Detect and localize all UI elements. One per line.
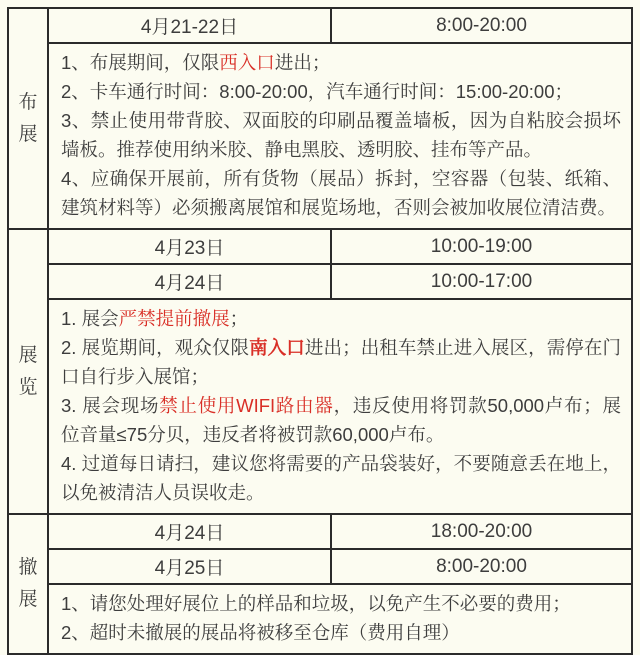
teardown-time-cell-2: 8:00-20:00	[331, 549, 632, 584]
note-line	[61, 48, 621, 77]
teardown-time-cell-1: 18:00-20:00	[331, 514, 632, 549]
table-row	[8, 264, 632, 299]
phase-label-teardown	[8, 514, 48, 654]
table-row	[8, 43, 632, 229]
phase-label-setup-text: 布展	[18, 91, 38, 145]
note-text: 3、禁止使用带背胶、双面胶的印刷品覆盖墙板，因为自粘胶会损坏墙板。推荐使用纳米胶、静电黑胶、透明胶、挂布等产品。	[61, 110, 621, 160]
note-line	[61, 618, 621, 647]
note-line	[61, 304, 621, 333]
note-text: ，违反使用将罚款50,000卢布；展位音量≤75分贝，违反者将被罚款60,000卢布。	[61, 395, 622, 445]
note-text: 2. 展览期间，观众仅限	[61, 337, 250, 358]
table-row	[8, 514, 632, 549]
note-line	[61, 333, 621, 391]
highlighted-text: 南入口	[249, 337, 305, 358]
highlighted-text: 禁止使用WIFI路由器	[159, 395, 334, 416]
exhibition-schedule-table	[7, 7, 633, 655]
exhibition-time-cell-1: 10:00-19:00	[331, 229, 632, 264]
exhibition-notes-cell	[48, 299, 632, 514]
note-text: 3. 展会现场	[61, 395, 160, 416]
highlighted-text: 严禁提前撤展	[118, 308, 230, 329]
note-text: 1. 展会	[61, 308, 119, 329]
note-line	[61, 106, 621, 164]
table-row	[8, 299, 632, 514]
note-text: 2、卡车通行时间：8:00-20:00，汽车通行时间：15:00-20:00；	[61, 81, 574, 102]
table-row	[8, 549, 632, 584]
note-text: 4、应确保开展前，所有货物（展品）拆封，空容器（包装、纸箱、建筑材料等）必须搬离展馆和展览场地，否则会被加收展位清洁费。	[61, 168, 621, 218]
exhibition-time-cell-2: 10:00-17:00	[331, 264, 632, 299]
note-line	[61, 164, 621, 222]
exhibition-date-cell-1: 4月23日	[48, 229, 331, 264]
table-row	[8, 8, 632, 43]
note-line	[61, 77, 621, 106]
note-text: 2、超时未撤展的展品将被移至仓库（费用自理）	[61, 622, 460, 643]
phase-label-setup	[8, 8, 48, 229]
note-text: 1、请您处理好展位上的样品和垃圾，以免产生不必要的费用；	[61, 593, 571, 614]
note-text: 进出；出租车禁止进入展区，需停在门口自行步入展馆；	[61, 337, 621, 387]
phase-label-exhibition	[8, 229, 48, 514]
setup-notes-cell	[48, 43, 632, 229]
teardown-date-cell-1: 4月24日	[48, 514, 331, 549]
note-text: 进出；	[274, 52, 331, 73]
setup-time-cell: 8:00-20:00	[331, 8, 632, 43]
phase-label-teardown-text: 撤展	[18, 557, 38, 610]
teardown-notes-cell	[48, 584, 632, 654]
table-row	[8, 584, 632, 654]
note-text: 4. 过道每日请扫，建议您将需要的产品袋装好，不要随意丢在地上，以免被清洁人员误收走。	[61, 453, 621, 503]
note-line	[61, 449, 621, 507]
highlighted-text: 西入口	[219, 52, 275, 73]
note-line	[61, 391, 621, 449]
note-text: ；	[229, 308, 249, 329]
phase-label-exhibition-text: 展览	[18, 344, 38, 398]
note-line	[61, 589, 621, 618]
table-row	[8, 229, 632, 264]
note-text: 1、布展期间，仅限	[61, 52, 220, 73]
setup-date-cell: 4月21-22日	[48, 8, 331, 43]
exhibition-date-cell-2: 4月24日	[48, 264, 331, 299]
teardown-date-cell-2: 4月25日	[48, 549, 331, 584]
